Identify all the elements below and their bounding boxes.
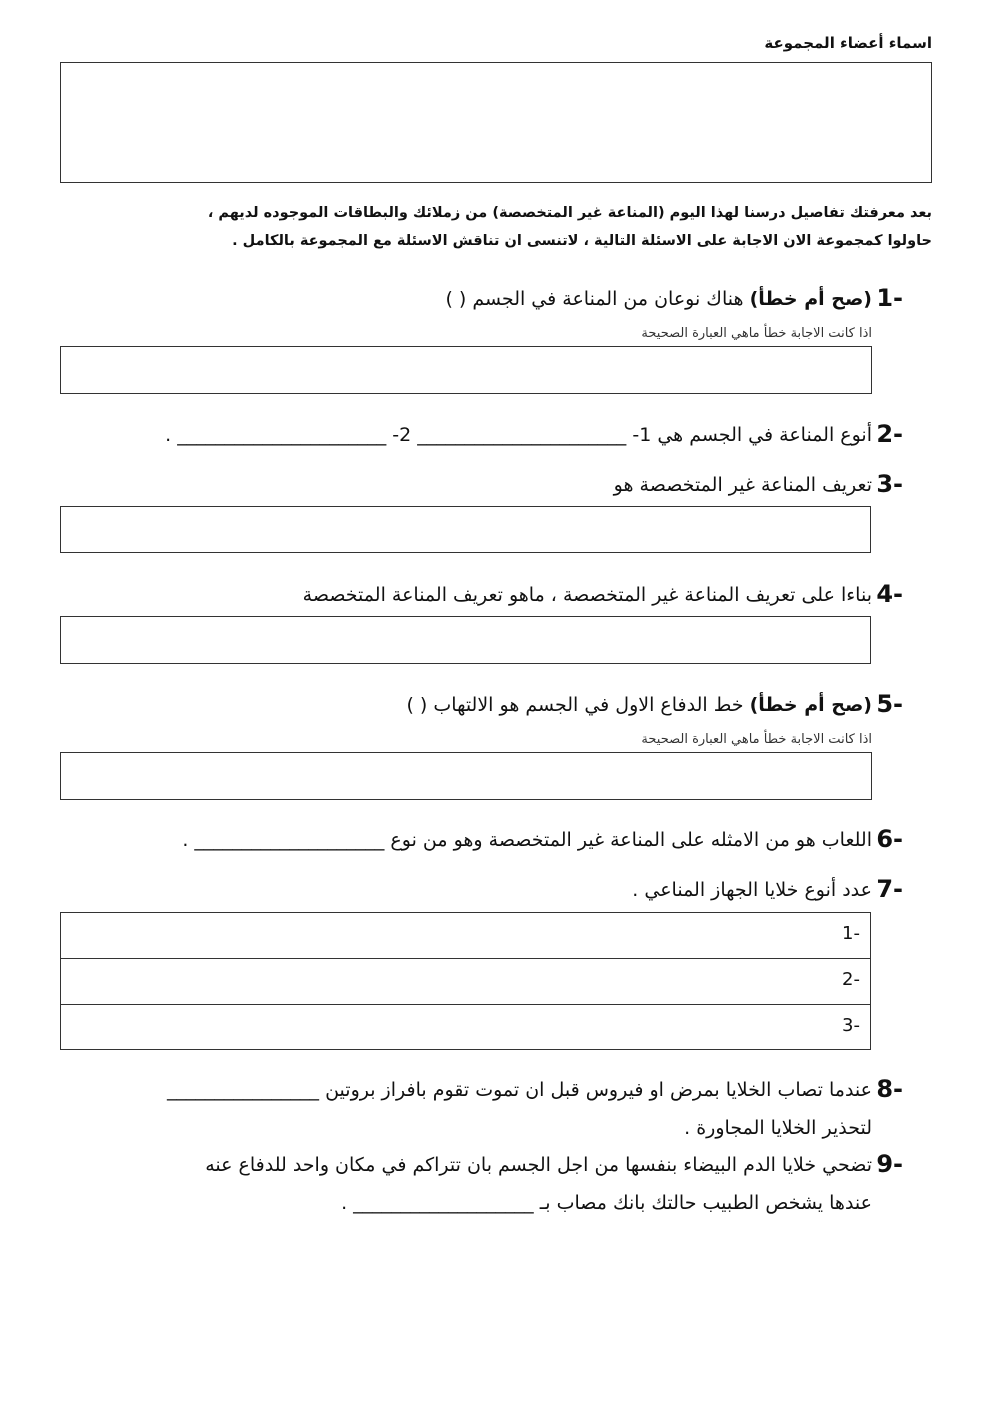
question-1-answer-box[interactable] (60, 346, 872, 394)
cell-types-table (60, 912, 871, 1050)
question-7-number: 7- (876, 875, 903, 903)
group-members-box[interactable] (60, 62, 932, 183)
question-1-body: هناك نوعان من المناعة في الجسم ( ) (445, 288, 744, 310)
question-5-note: اذا كانت الاجابة خطأ ماهي العبارة الصحيحة (641, 732, 872, 747)
table-row[interactable] (61, 1005, 870, 1051)
question-8-text: عندما تصاب الخلايا بمرض او فيروس قبل ان تموت تقوم بافراز بروتين ________________ (167, 1079, 872, 1101)
question-2-text: أنوع المناعة في الجسم هي 1- ______________________ 2- ______________________ . (165, 424, 872, 446)
question-4-text: بناءا على تعريف المناعة غير المتخصصة ، ماهو تعريف المناعة المتخصصة (302, 584, 872, 606)
question-1-number: 1- (876, 284, 903, 312)
question-1-text (445, 288, 872, 310)
table-row[interactable] (61, 959, 870, 1005)
question-5-body: خط الدفاع الاول في الجسم هو الالتهاب ( ) (406, 694, 744, 716)
true-false-label: (صح أم خطأ) (749, 694, 872, 716)
question-4-number: 4- (876, 580, 903, 608)
question-3-text: تعريف المناعة غير المتخصصة هو (613, 474, 872, 496)
question-9-number: 9- (876, 1150, 903, 1178)
question-2-number: 2- (876, 420, 903, 448)
row-label: 2- (842, 969, 860, 990)
true-false-label: (صح أم خطأ) (749, 288, 872, 310)
group-members-title: اسماء أعضاء المجموعة (764, 34, 932, 52)
question-4-answer-box[interactable] (60, 616, 871, 664)
question-9-text-cont: عندها يشخص الطبيب حالتك بانك مصاب بـ ___________________ . (341, 1192, 872, 1214)
question-3-number: 3- (876, 470, 903, 498)
intro-line-2: حاولوا كمجموعة الان الاجابة على الاسئلة التالية ، لاتنسى ان تناقش الاسئلة مع المجموعة بالكامل . (232, 233, 932, 249)
question-6-text: اللعاب هو من الامثله على المناعة غير المتخصصة وهو من نوع ____________________ . (182, 829, 872, 851)
question-6-number: 6- (876, 825, 903, 853)
question-8-text-cont: لتحذير الخلايا المجاورة . (684, 1117, 872, 1139)
question-5-number: 5- (876, 690, 903, 718)
intro-line-1: بعد معرفتك تفاصيل درسنا لهذا اليوم (المناعة غير المتخصصة) من زملائك والبطاقات الموجوده لديهم ، (207, 205, 932, 221)
question-5-text (406, 694, 872, 716)
question-5-answer-box[interactable] (60, 752, 872, 800)
question-3-answer-box[interactable] (60, 506, 871, 553)
row-label: 1- (842, 923, 860, 944)
table-row[interactable] (61, 913, 870, 959)
question-1-note: اذا كانت الاجابة خطأ ماهي العبارة الصحيحة (641, 326, 872, 341)
question-8-number: 8- (876, 1075, 903, 1103)
row-label: 3- (842, 1015, 860, 1036)
question-9-text: تضحي خلايا الدم البيضاء بنفسها من اجل الجسم بان تتراكم في مكان واحد للدفاع عنه (205, 1154, 872, 1176)
question-7-text: عدد أنوع خلايا الجهاز المناعي . (632, 879, 872, 901)
